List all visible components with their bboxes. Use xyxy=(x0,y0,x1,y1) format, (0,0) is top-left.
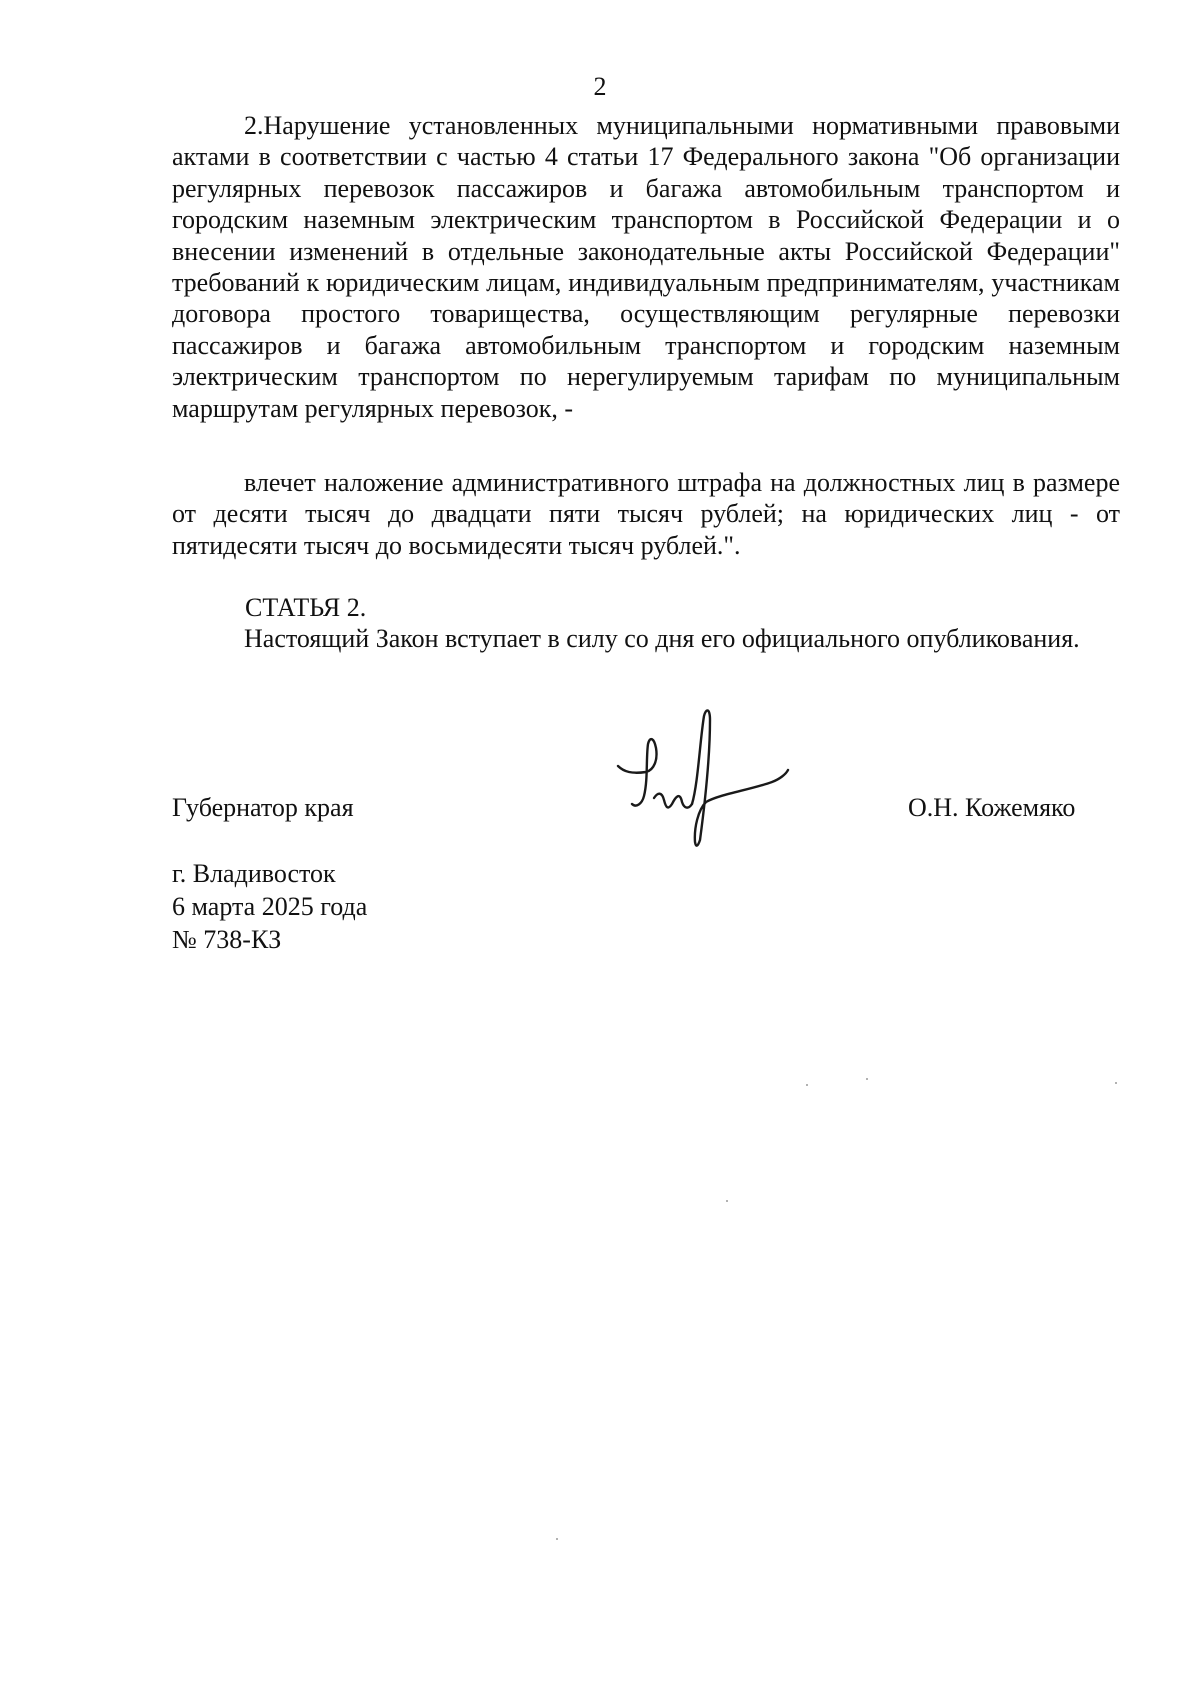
scan-speck xyxy=(556,1538,558,1540)
article-2-text: Настоящий Закон вступает в силу со дня его официального опубликования. xyxy=(244,624,1080,653)
handwritten-signature xyxy=(610,700,795,850)
signatory-name: О.Н. Кожемяко xyxy=(908,793,1076,822)
scan-speck xyxy=(866,1078,868,1080)
signatory-title: Губернатор края xyxy=(172,793,354,822)
issuance-number: № 738-КЗ xyxy=(172,925,282,954)
penalty-paragraph: влечет наложение административного штрафа на должностных лиц в размере от десяти тысяч до двадцати пяти тысяч рублей; на юридических лиц - от пятидесяти тысяч до восьмидесяти тысяч рублей.". xyxy=(172,468,1120,560)
issuance-block xyxy=(172,857,367,956)
signature-stroke-left xyxy=(618,739,657,806)
issuance-city: г. Владивосток xyxy=(172,859,336,888)
signature-stroke-right xyxy=(692,710,788,845)
issuance-date: 6 марта 2025 года xyxy=(172,892,368,921)
article-2-heading: СТАТЬЯ 2. xyxy=(245,593,367,622)
section-2-violation-paragraph: 2.Нарушение установленных муниципальными нормативными правовыми актами в соответствии с частью 4 статьи 17 Федерального закона "Об организации регулярных перевозок пассажиров и багажа автомобильным транспортом и городским наземным электрическим транспортом в Российской Федерации и о внесении изменений в отдельные законодательные акты Российской Федерации" требований к юридическим лицам, индивидуальным предпринимателям, участникам договора простого товарищества, осуществляющим регулярные перевозки пассажиров и багажа автомобильным транспортом и городским наземным электрическим транспортом по нерегулируемым тарифам по муниципальным маршрутам регулярных перевозок, - xyxy=(172,111,1120,423)
scan-speck xyxy=(806,1084,808,1086)
page-number: 2 xyxy=(593,72,607,101)
signature-stroke-middle xyxy=(654,794,692,808)
scan-speck xyxy=(1115,1082,1117,1084)
scan-speck xyxy=(726,1200,728,1202)
